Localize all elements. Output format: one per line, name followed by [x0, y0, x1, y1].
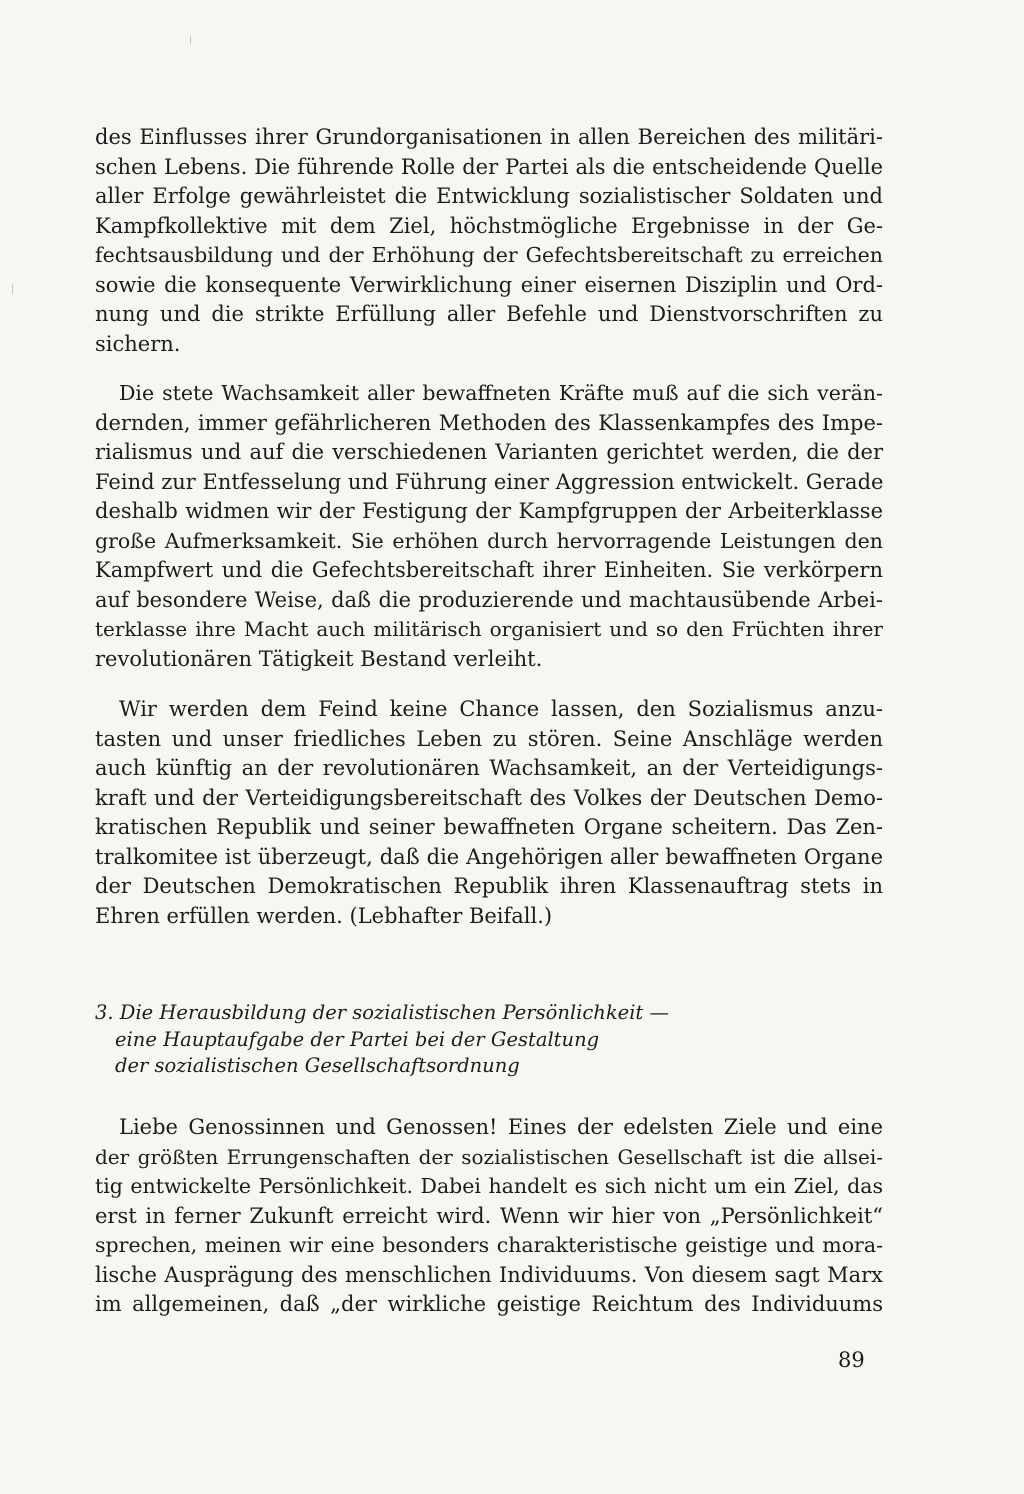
text-line: Liebe Genossinnen und Genossen! Eines der edelsten Ziele und eine	[119, 1115, 883, 1139]
text-line: terklasse ihre Macht auch militärisch organisiert und so den Früchten ihrer	[95, 617, 883, 641]
text-line: tig entwickelte Persönlichkeit. Dabei handelt es sich nicht um ein Ziel, das	[95, 1174, 883, 1198]
text-line: tralkomitee ist überzeugt, daß die Angehörigen aller bewaffneten Organe	[95, 844, 883, 869]
paragraph-1	[95, 123, 883, 359]
text-line: lische Ausprägung des menschlichen Individuums. Von diesem sagt Marx	[95, 1262, 883, 1287]
text-line: Die stete Wachsamkeit aller bewaffneten Kräfte muß auf die sich verän-	[119, 381, 883, 405]
text-line: Kampfkollektive mit dem Ziel, höchstmögliche Ergebnisse in der Ge-	[95, 213, 883, 238]
text-line: rialismus und auf die verschiedenen Varianten gerichtet werden, die der	[95, 440, 883, 464]
text-line: große Aufmerksamkeit. Sie erhöhen durch hervorragende Leistungen den	[95, 528, 883, 553]
heading-line: 3. Die Herausbildung der sozialistischen Persönlichkeit —	[95, 1001, 669, 1024]
text-line: Kampfwert und die Gefechtsbereitschaft ihrer Einheiten. Sie verkörpern	[95, 558, 883, 582]
text-line: aller Erfolge gewährleistet die Entwicklung sozialistischer Soldaten und	[95, 184, 883, 208]
text-line: sowie die konsequente Verwirklichung einer eisernen Disziplin und Ord-	[95, 272, 883, 297]
text-line: deshalb widmen wir der Festigung der Kampfgruppen der Arbeiterklasse	[95, 499, 883, 523]
text-line: erst in ferner Zukunft erreicht wird. Wenn wir hier von „Persönlichkeit“	[95, 1203, 883, 1228]
text-line: im allgemeinen, daß „der wirkliche geistige Reichtum des Individuums	[95, 1292, 883, 1316]
text-line: auch künftig an der revolutionären Wachsamkeit, an der Verteidigungs-	[95, 756, 883, 780]
scan-mark	[12, 284, 13, 294]
text-line: auf besondere Weise, daß die produzierende und machtausübende Arbei-	[95, 587, 883, 612]
text-line: Ehren erfüllen werden. (Lebhafter Beifall.)	[95, 903, 553, 928]
text-line: revolutionären Tätigkeit Bestand verleiht.	[95, 646, 543, 671]
text-line: tasten und unser friedliches Leben zu stören. Seine Anschläge werden	[95, 726, 883, 751]
text-line: kraft und der Verteidigungsbereitschaft des Volkes der Deutschen Demo-	[95, 785, 883, 810]
text-line: Wir werden dem Feind keine Chance lassen, den Sozialismus anzu-	[119, 697, 883, 721]
heading-line: eine Hauptaufgabe der Partei bei der Gestaltung	[115, 1027, 600, 1051]
scan-mark	[190, 36, 191, 44]
page-number: 89	[838, 1348, 865, 1372]
paragraph-2	[95, 379, 883, 674]
text-line: dernden, immer gefährlicheren Methoden des Klassenkampfes des Impe-	[95, 410, 883, 435]
text-line: Feind zur Entfesselung und Führung einer Aggression entwickelt. Gerade	[95, 469, 884, 494]
text-line: nung und die strikte Erfüllung aller Befehle und Dienstvorschriften zu	[95, 302, 883, 326]
text-line: sprechen, meinen wir eine besonders charakteristische geistige und mora-	[95, 1233, 883, 1257]
heading-line: der sozialistischen Gesellschaftsordnung	[115, 1054, 520, 1077]
section-heading	[95, 1000, 695, 1080]
paragraph-4	[95, 1113, 883, 1320]
text-line: sichern.	[95, 331, 181, 356]
text-line: der größten Errungenschaften der sozialistischen Gesellschaft ist die allsei-	[95, 1144, 883, 1169]
paragraph-3	[95, 695, 883, 931]
text-line: des Einflusses ihrer Grundorganisationen in allen Bereichen des militäri-	[95, 125, 883, 149]
text-line: der Deutschen Demokratischen Republik ihren Klassenauftrag stets in	[95, 874, 883, 898]
text-line: schen Lebens. Die führende Rolle der Partei als die entscheidende Quelle	[95, 154, 883, 179]
text-line: fechtsausbildung und der Erhöhung der Gefechtsbereitschaft zu erreichen	[95, 243, 883, 267]
text-line: kratischen Republik und seiner bewaffneten Organe scheitern. Das Zen-	[95, 815, 883, 839]
